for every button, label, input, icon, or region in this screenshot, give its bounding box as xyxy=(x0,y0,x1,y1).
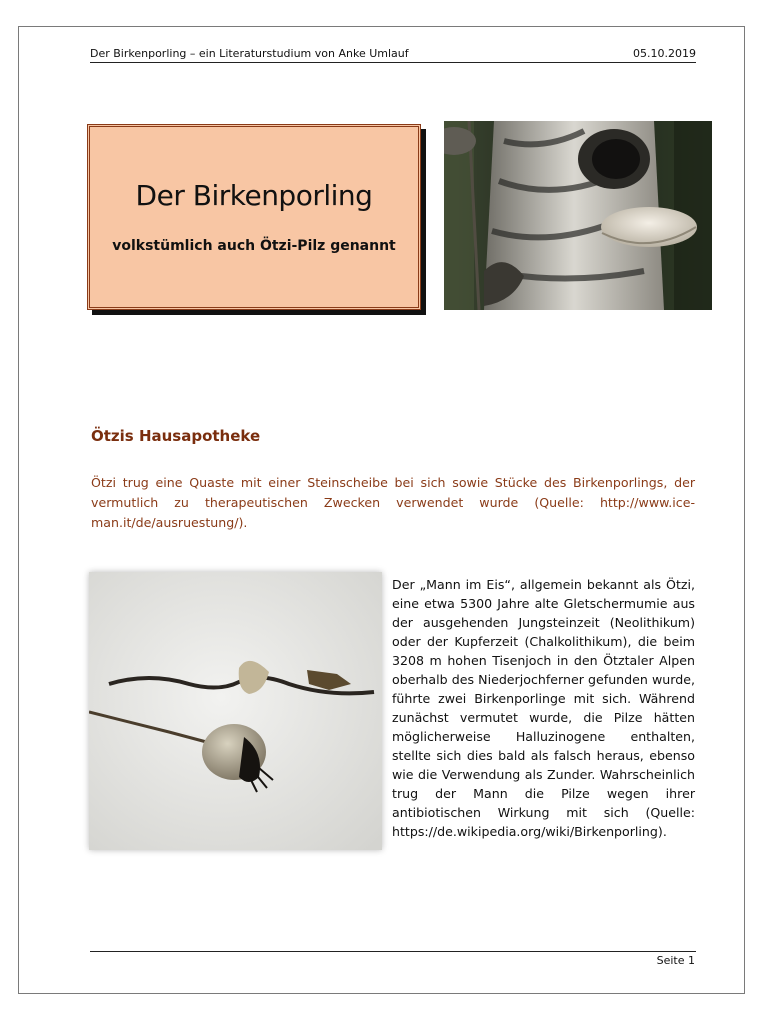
footer-divider xyxy=(90,951,696,952)
body-paragraph: Der „Mann im Eis“, allgemein bekannt als Ötzi, eine etwa 5300 Jahre alte Gletschermumie aus der ausgehenden Jungsteinzeit (Neolithikum) oder der Kupferzeit (Chalkolithikum), die beim 3208 m hohen Tisenjoch in den Ötztaler Alpen oberhalb des Niederjochferner gefunden wurde, führte zwei Birkenporlinge mit sich. Während zunächst vermutet wurde, die Pilze hätten möglicherweise Halluzinogene enthalten, stellte sich dies bald als falsch heraus, ebenso wie die Verwendung als Zunder. Wahrscheinlich trug der Mann die Pilze wegen ihrer antibiotischen Wirkung mit sich (Quelle: https://de.wikipedia.org/wiki/Birkenporling). xyxy=(392,577,695,839)
intro-paragraph: Ötzi trug eine Quaste mit einer Steinscheibe bei sich sowie Stücke des Birkenporlings, der vermutlich zu therapeutischen Zwecken verwendet wurde (Quelle: http://www.ice-man.it/de/ausruestung/). xyxy=(91,475,695,530)
header-title: Der Birkenporling – ein Literaturstudium von Anke Umlauf xyxy=(90,47,409,60)
page-header xyxy=(90,46,696,63)
section-heading: Ötzis Hausapotheke xyxy=(91,427,261,445)
title-box xyxy=(87,124,421,310)
header-date: 05.10.2019 xyxy=(633,47,696,60)
document-subtitle: volkstümlich auch Ötzi-Pilz genannt xyxy=(112,238,396,254)
page-number: Seite 1 xyxy=(656,954,695,967)
birch-polypore-photo xyxy=(444,121,712,310)
oetzi-fungus-photo xyxy=(89,572,382,850)
document-title: Der Birkenporling xyxy=(135,179,373,212)
